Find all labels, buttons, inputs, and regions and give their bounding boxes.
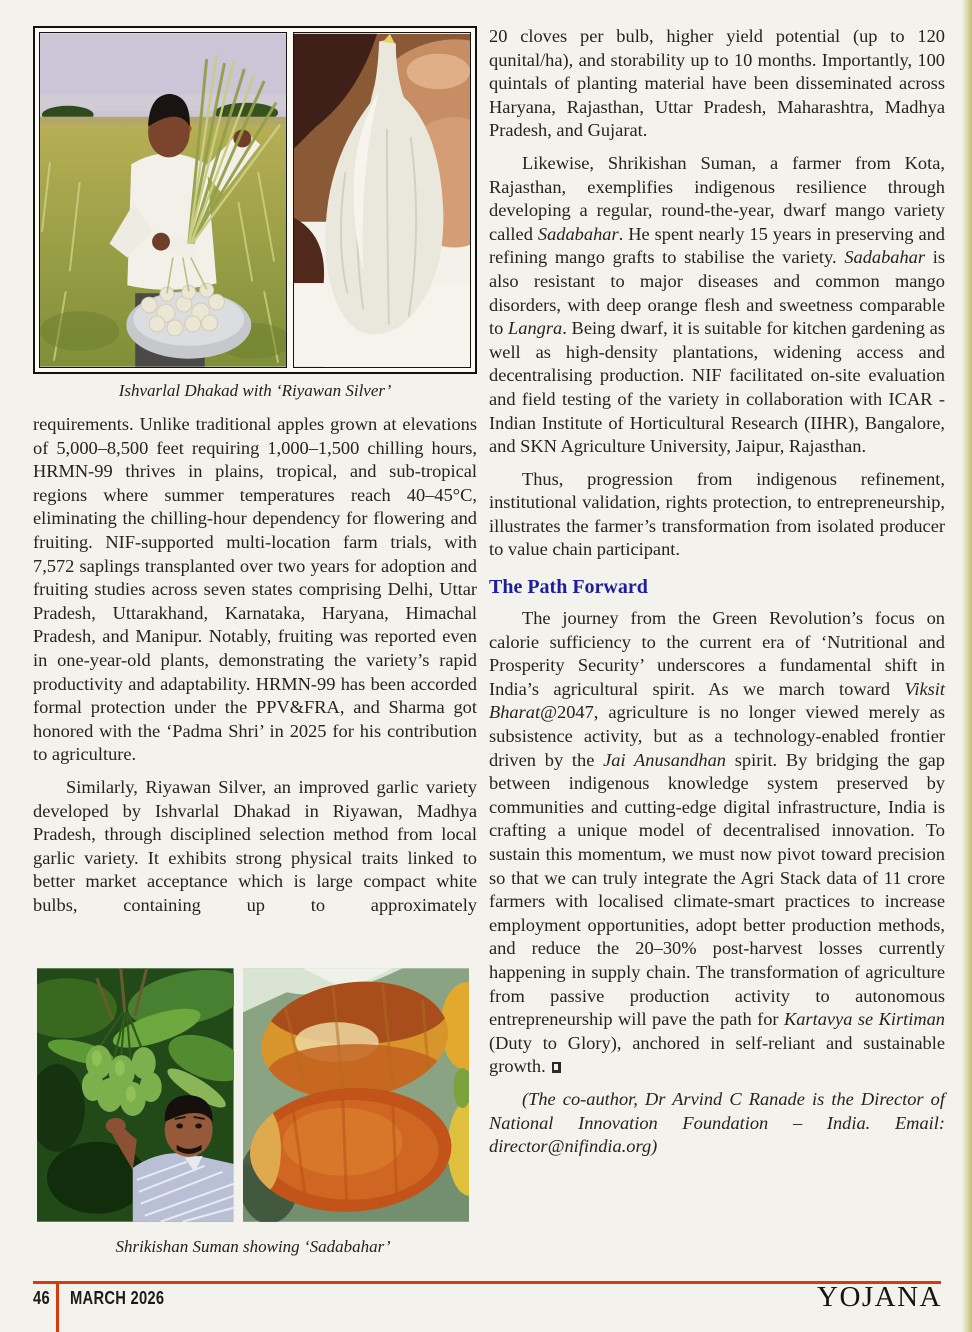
figure-mango — [37, 968, 469, 1222]
magazine-title: YOJANA — [817, 1281, 942, 1313]
footer-divider — [56, 1281, 59, 1332]
photo-farmer-mango-tree — [37, 968, 234, 1222]
photo-garlic-bulb-closeup — [293, 32, 471, 368]
photo-mango-halves — [243, 968, 469, 1222]
paragraph: Similarly, Riyawan Silver, an improved garlic variety developed by Ishvarlal Dhakad in Riyawan, Madhya Pradesh, through disciplined selection method from local garlic variety. It exhibits strong physical traits linked to better market acceptance which is large compact white bulbs, containing up to approximately — [33, 776, 477, 915]
paragraph: (The co-author, Dr Arvind C Ranade is the Director of National Innovation Foundation – India. Email: director@nifindia.org) — [489, 1088, 945, 1157]
page-number: 46 — [33, 1288, 50, 1308]
paragraph: requirements. Unlike traditional apples grown at elevations of 5,000–8,500 feet requiring 1,000–1,500 chilling hours, HRMN-99 thrives in plains, tropical, and sub-tropical regions where summer temperatures reach 40–45°C, eliminating the chilling-hour dependency for flowering and fruiting. NIF-supported multi-location farm trials, with 7,572 saplings transplanted over two years for adoption and fruiting studies across seven states comprising Delhi, Uttar Pradesh, Uttarakhand, Karnataka, Haryana, Himachal Pradesh, and Manipur. Notably, fruiting was reported even in one-year-old plants, demonstrating the variety’s rapid productivity and adaptability. HRMN-99 has been accorded formal protection under the PPV&FRA, and Sharma got honored with the ‘Padma Shri’ in 2025 for his contribution to agriculture. — [33, 414, 477, 765]
figure-caption-garlic: Ishvarlal Dhakad with ‘Riyawan Silver’ — [118, 381, 392, 400]
paragraph: Likewise, Shrikishan Suman, a farmer from Kota, Rajasthan, exemplifies indigenous resilience through developing a regular, round-the-year, dwarf mango variety called Sadabahar. He spent nearly 15 years in preserving and refining mango grafts to stabilise the variety. Sadabahar is also resistant to major diseases and common mango disorders, with deep orange flesh and sweetness comparable to Langra. Being dwarf, it is suitable for kitchen gardening as well as high-density plantations, widening access and decentralising production. NIF facilitated on-site evaluation and field testing of the variety in collaboration with ICAR - Indian Institute of Horticultural Research (IIHR), Bangalore, and SKN Agriculture University, Jaipur, Rajasthan. — [489, 152, 945, 457]
left-column — [33, 26, 477, 1256]
end-of-article-mark — [552, 1062, 561, 1073]
footer-rule — [33, 1281, 941, 1284]
issue-date: MARCH 2026 — [70, 1288, 165, 1308]
left-column-text — [33, 413, 477, 917]
figure-caption-mango: Shrikishan Suman showing ‘Sadabahar’ — [115, 1237, 391, 1256]
right-column — [489, 25, 945, 1168]
figure-garlic — [33, 26, 477, 374]
page-edge-shadow — [962, 0, 972, 1332]
section-heading: The Path Forward — [489, 576, 648, 599]
paragraph: Thus, progression from indigenous refinement, institutional validation, rights protection, to entrepreneurship, illustrates the farmer’s transformation from isolated producer to value chain participant. — [489, 468, 945, 560]
paragraph: 20 cloves per bulb, higher yield potential (up to 120 qunital/ha), and storability up to 10 months. Importantly, 100 quintals of planting material have been disseminated across Haryana, Rajasthan, Uttar Pradesh, Maharashtra, Madhya Pradesh, and Gujarat. — [489, 26, 945, 141]
photo-farmer-garlic-field — [39, 32, 287, 368]
paragraph: The journey from the Green Revolution’s focus on calorie sufficiency to the current era of ‘Nutritional and Prosperity Security’ underscores a fundamental shift in India’s agricultural spirit. As we march toward Viksit Bharat@2047, agriculture is no longer viewed merely as subsistence activity, but as a technology-enabled frontier driven by the Jai Anusandhan spirit. By bridging the gap between indigenous knowledge system preserved by communities and cutting-edge digital infrastructure, India is crafting a unique model of decentralised innovation. To sustain this momentum, we must now pivot toward precision so that we can truly integrate the Agri Stack data of 11 crore farmers with localised climate-smart practices to increase employment opportunities, adopt better production methods, and reduce the 20–30% post-harvest losses currently happening in supply chain. The transformation of agriculture from passive production activity to autonomous entrepreneurship will pave the path for Kartavya se Kirtiman (Duty to Glory), anchored in self-reliant and sustainable growth. — [489, 608, 945, 1077]
